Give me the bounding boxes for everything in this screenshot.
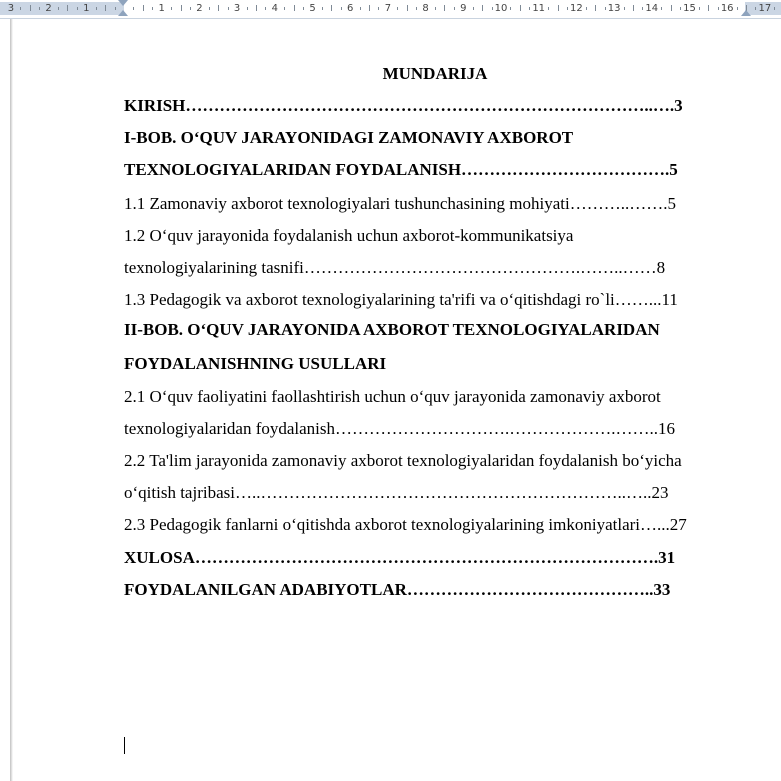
ruler-number: 3 [233,3,241,14]
toc-section-2-3: 2.3 Pedagogik fanlarni o‘qitishda axborot texnologiyalarining imkoniyatlari…...27 [124,515,687,534]
ruler-number: 10 [494,3,508,14]
ruler-number: 7 [384,3,392,14]
toc-section-1-3: 1.3 Pedagogik va axborot texnologiyalarining ta'rifi va o‘qitishdagi ro`li……...11 [124,290,678,309]
ruler-tick [294,5,295,11]
ruler-tick [642,7,643,10]
ruler-number: 1 [158,3,165,14]
ruler-tick [605,7,606,10]
toc-section-1-1: 1.1 Zamonaviy axborot texnologiyalari tushunchasining mohiyati………..…….5 [124,194,676,213]
ruler-tick [265,7,266,10]
ruler-tick [331,5,332,11]
ruler-tick [181,5,182,11]
ruler-tick [548,7,549,10]
ruler-tick [699,7,700,10]
right-indent-marker[interactable] [741,10,751,16]
ruler-tick [774,7,775,10]
toc-chapter-2-line-2: FOYDALANISHNING USULLARI [124,354,387,373]
ruler-tick [77,7,78,10]
ruler-tick [397,7,398,10]
first-line-indent-marker[interactable] [118,0,128,6]
ruler-number: 14 [645,3,659,14]
ruler-tick [228,7,229,10]
ruler-number: 12 [570,3,583,14]
ruler-tick [378,7,379,10]
ruler-tick [303,7,304,10]
ruler-tick [595,5,596,11]
ruler-tick [115,7,116,10]
toc-entry-xulosa: XULOSA……………………………………………………………………….31 [124,548,676,567]
toc-section-1-2-line-1: 1.2 O‘quv jarayonida foydalanish uchun axborot-kommunikatsiya [124,226,574,245]
ruler-tick [369,5,370,11]
toc-section-2-1-line-2: texnologiyalaridan foydalanish………………………….……………….……..16 [124,419,676,438]
ruler-number: 8 [422,3,429,14]
ruler-tick [586,7,587,10]
ruler-tick [105,5,106,11]
ruler-tick [67,5,68,11]
ruler-tick [624,7,625,10]
ruler-tick [529,7,530,10]
ruler-tick [755,7,756,10]
ruler-tick [473,7,474,10]
ruler-number: 2 [45,3,52,14]
ruler-number: 15 [683,3,696,14]
ruler-tick [143,5,144,11]
ruler-tick [209,7,210,10]
ruler-number: 16 [720,3,734,14]
ruler-number: 4 [271,3,278,14]
ruler-tick [444,5,445,11]
ruler-tick [567,7,568,10]
ruler-tick [284,7,285,10]
toc-entry-kirish: KIRISH………………………………………………………………………..….3 [124,96,683,115]
toc-section-1-2-line-2: texnologiyalarining tasnifi………………………………………….……..……8 [124,258,666,277]
ruler-number: 11 [532,3,546,14]
ruler-number: 9 [460,3,467,14]
ruler-tick [39,7,40,10]
ruler-number: 17 [758,3,772,14]
left-indent-marker[interactable] [118,10,128,16]
ruler-number: 13 [607,3,621,14]
ruler-tick [171,7,172,10]
ruler-tick [633,5,634,11]
ruler-tick [133,7,134,10]
ruler-tick [341,7,342,10]
toc-title: MUNDARIJA [382,64,488,83]
toc-section-2-1-line-1: 2.1 O‘quv faoliyatini faollashtirish uchun o‘quv jarayonida zamonaviy axborot [124,387,661,406]
ruler-tick [360,7,361,10]
ruler-tick [482,5,483,11]
toc-entry-adabiyotlar: FOYDALANILGAN ADABIYOTLAR……………………………………..33 [124,580,671,599]
horizontal-ruler[interactable] [0,0,781,19]
ruler-tick [520,5,521,11]
ruler-tick [492,7,493,10]
ruler-tick [435,7,436,10]
toc-chapter-2-line-1: II-BOB. O‘QUV JARAYONIDA AXBOROT TEXNOLOGIYALARIDAN [124,320,660,339]
ruler-number: 3 [7,3,15,14]
ruler-tick [737,7,738,10]
toc-chapter-1-line-1: I-BOB. O‘QUV JARAYONIDAGI ZAMONAVIY AXBOROT [124,128,574,147]
ruler-tick [558,5,559,11]
ruler-number: 5 [309,3,316,14]
ruler-tick [247,7,248,10]
ruler-tick [680,7,681,10]
ruler-tick [718,7,719,10]
ruler-tick [510,7,511,10]
ruler-tick [152,7,153,10]
toc-chapter-1-line-2: TEXNOLOGIYALARIDAN FOYDALANISH……………………………….5 [124,160,678,179]
ruler-tick [256,5,257,11]
ruler-tick [454,7,455,10]
ruler-tick [58,7,59,10]
ruler-tick [20,7,21,10]
ruler-tick [671,5,672,11]
ruler-tick [661,7,662,10]
ruler-number: 6 [347,3,354,14]
toc-section-2-2-line-2: o‘qitish tajribasi…..………………………………………………………..…..23 [124,483,669,502]
ruler-tick [322,7,323,10]
toc-section-2-2-line-1: 2.2 Ta'lim jarayonida zamonaviy axborot texnologiyalaridan foydalanish bo‘yicha [124,451,682,470]
page-shadow [10,19,13,781]
ruler-tick [416,7,417,10]
ruler-tick [407,5,408,11]
ruler-tick [708,5,709,11]
ruler-number: 1 [83,3,90,14]
text-cursor [124,737,125,754]
ruler-tick [190,7,191,10]
ruler-tick [30,5,31,11]
ruler-tick [96,7,97,10]
ruler-tick [218,5,219,11]
ruler-number: 2 [196,3,203,14]
